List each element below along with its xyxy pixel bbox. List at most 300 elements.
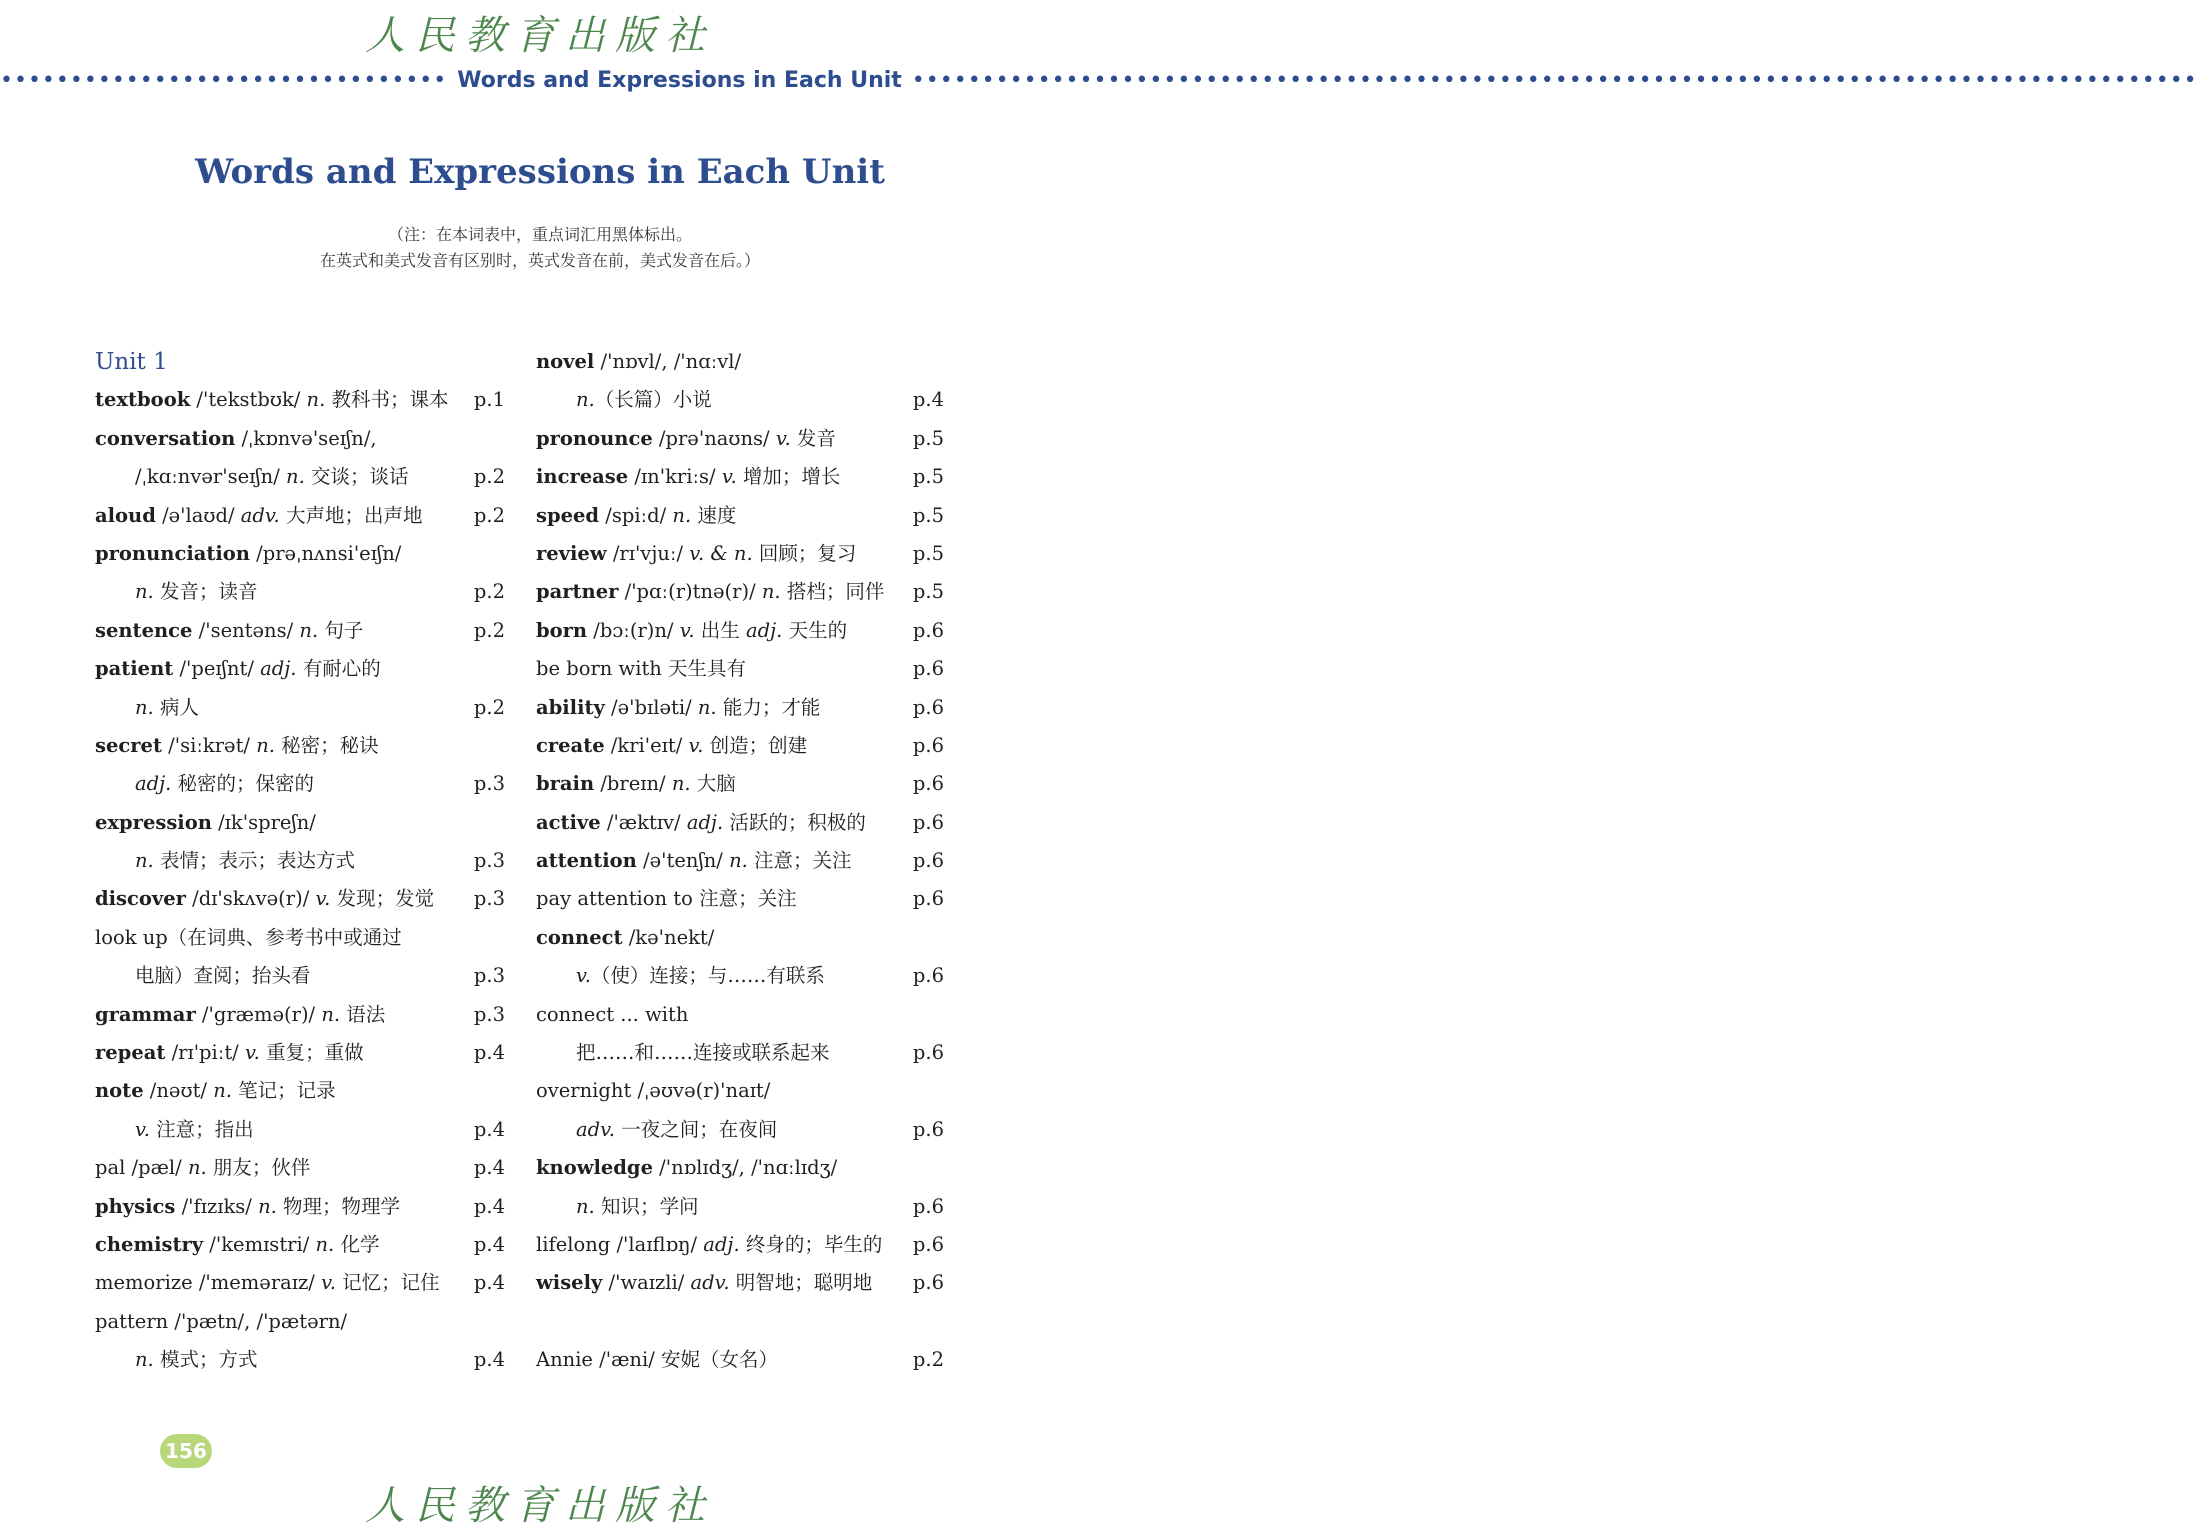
pronunciation: /'tekstbʊk/ — [190, 388, 307, 412]
page-reference: p.4 — [473, 1156, 505, 1180]
entry-text — [95, 689, 505, 727]
pronunciation: 电脑）查阅；抬头看 — [135, 964, 311, 988]
part-of-speech: n. — [729, 849, 748, 873]
word-entry — [95, 1341, 505, 1379]
word-entry — [536, 842, 946, 880]
word-entry — [95, 497, 505, 535]
pronunciation: /'kemɪstri/ — [203, 1232, 316, 1256]
entry-text — [95, 1303, 505, 1341]
word-entry — [536, 1072, 946, 1110]
pronunciation: /'æktɪv/ — [600, 810, 687, 834]
note-line-2: 在英式和美式发音有区别时，英式发音在前，美式发音在后。） — [319, 251, 760, 270]
word-entry — [536, 1303, 946, 1341]
entry-text — [95, 804, 505, 842]
part-of-speech: v. & n. — [689, 541, 753, 565]
pronunciation: overnight /ˌəʊvə(r)'naɪt/ — [536, 1079, 771, 1103]
entry-text — [95, 765, 505, 803]
definition: 有耐心的 — [296, 657, 381, 681]
word-entry — [95, 804, 505, 842]
headword: partner — [536, 580, 619, 604]
word-entry — [536, 996, 946, 1034]
headword: knowledge — [536, 1156, 653, 1180]
entry-text — [536, 919, 946, 957]
word-entry — [95, 1034, 505, 1072]
part-of-speech: n. — [697, 695, 717, 719]
definition: 化学 — [334, 1232, 380, 1256]
page-reference: p.6 — [912, 964, 944, 988]
headword: textbook — [95, 388, 191, 412]
part-of-speech: adj. — [686, 810, 724, 834]
page-reference: p.6 — [912, 733, 944, 757]
headword: create — [536, 733, 605, 757]
word-entry — [536, 804, 946, 842]
pronunciation: /'peɪʃnt/ — [173, 657, 261, 681]
part-of-speech: n. — [258, 1194, 277, 1218]
entry-text — [536, 880, 946, 918]
word-list-right-column — [536, 343, 946, 1380]
entry-text — [95, 458, 505, 496]
headword: pronunciation — [95, 541, 250, 565]
definition: 语法 — [340, 1002, 386, 1026]
word-entry — [95, 420, 505, 458]
entry-text — [95, 612, 505, 650]
headword: born — [536, 618, 588, 642]
headword: attention — [536, 849, 637, 873]
part-of-speech: adj. — [135, 772, 172, 796]
entry-text — [536, 765, 946, 803]
entry-text — [536, 343, 946, 381]
header-dots-right: •••••••••••••••••••••••••••••••••••••••••••••••••••••••••••••••••••••••••••••••••••••••••••• — [911, 68, 2198, 93]
word-entry — [95, 1188, 505, 1226]
word-entry — [95, 842, 505, 880]
entry-text — [95, 1034, 505, 1072]
part-of-speech: n. — [286, 465, 305, 489]
pronunciation: pattern /'pætn/, /'pætərn/ — [95, 1309, 348, 1333]
page-reference: p.5 — [912, 426, 944, 450]
page-reference: p.6 — [912, 1232, 944, 1256]
entry-text — [536, 1149, 946, 1187]
definition: 表情；表示；表达方式 — [153, 849, 355, 873]
page-reference: p.4 — [473, 1348, 505, 1372]
pronunciation: lifelong /'laɪflɒŋ/ — [536, 1232, 704, 1256]
page-reference: p.2 — [912, 1348, 944, 1372]
part-of-speech: n. — [672, 503, 692, 527]
word-entry — [95, 689, 505, 727]
page-reference: p.3 — [473, 772, 505, 796]
pronunciation: memorize /'meməraɪz/ — [95, 1271, 322, 1295]
pronunciation: /'sentəns/ — [192, 618, 300, 642]
definition: 增加；增长 — [736, 465, 841, 489]
pronunciation: /ɪk'spreʃn/ — [211, 810, 316, 834]
pronunciation: /ə'tenʃn/ — [636, 849, 730, 873]
page-reference: p.5 — [912, 465, 944, 489]
definition: 创造；创建 — [703, 733, 808, 757]
entry-text — [536, 1226, 946, 1264]
page-reference: p.6 — [912, 849, 944, 873]
pronunciation: /bɔː(r)n/ — [587, 618, 680, 642]
entry-text — [536, 842, 946, 880]
entry-text — [95, 650, 505, 688]
word-entry — [95, 1226, 505, 1264]
part-of-speech: n. — [256, 733, 275, 757]
page-reference: p.5 — [912, 541, 944, 565]
page-reference: p.3 — [473, 849, 505, 873]
right-entries — [536, 343, 946, 1380]
definition: 注意；关注 — [747, 849, 852, 873]
word-entry — [536, 1264, 946, 1302]
entry-text — [95, 996, 505, 1034]
definition: 大声地；出声地 — [279, 503, 423, 527]
part-of-speech: v. — [135, 1117, 150, 1141]
word-entry — [95, 650, 505, 688]
definition: 明智地；聪明地 — [729, 1271, 873, 1295]
headword: review — [536, 541, 607, 565]
unit-heading: Unit 1 — [95, 349, 168, 375]
definition: 知识；学问 — [594, 1194, 699, 1218]
part-of-speech: v. — [688, 733, 704, 757]
entry-text — [536, 957, 946, 995]
page-reference: p.4 — [912, 388, 944, 412]
page-reference: p.6 — [912, 1117, 944, 1141]
word-entry — [95, 765, 505, 803]
entry-text — [536, 1034, 946, 1072]
part-of-speech: adv. — [690, 1271, 730, 1295]
entry-text — [536, 804, 946, 842]
word-entry — [536, 1341, 946, 1379]
pronunciation: /prə'naʊns/ — [652, 426, 776, 450]
pronunciation: /prəˌnʌnsi'eɪʃn/ — [249, 541, 402, 565]
page-reference: p.2 — [473, 465, 505, 489]
definition: 发现；发觉 — [330, 887, 435, 911]
part-of-speech: n. — [135, 695, 154, 719]
word-entry — [95, 573, 505, 611]
entry-text — [536, 420, 946, 458]
entry-text — [536, 612, 946, 650]
part-of-speech: v. — [679, 618, 695, 642]
word-entry — [536, 919, 946, 957]
word-entry — [536, 458, 946, 496]
part-of-speech: n. — [315, 1232, 335, 1256]
part-of-speech: n. — [671, 772, 691, 796]
entry-text — [536, 535, 946, 573]
entry-text — [95, 497, 505, 535]
pronunciation: /dɪ'skʌvə(r)/ — [185, 887, 316, 911]
pronunciation: /ɪn'kriːs/ — [628, 465, 722, 489]
definition: 发音 — [790, 426, 836, 450]
word-entry — [95, 1072, 505, 1110]
headword: expression — [95, 810, 212, 834]
entry-text — [536, 689, 946, 727]
definition: 大脑 — [690, 772, 736, 796]
definition: 能力；才能 — [716, 695, 821, 719]
pronunciation: connect ... with — [536, 1002, 689, 1026]
definition: 终身的；毕生的 — [739, 1232, 883, 1256]
word-entry — [95, 1303, 505, 1341]
part-of-speech: n. — [321, 1002, 341, 1026]
word-entry — [536, 573, 946, 611]
headword: repeat — [95, 1041, 166, 1065]
entry-text — [95, 535, 505, 573]
definition: 笔记；记录 — [231, 1079, 336, 1103]
page-reference: p.6 — [912, 1271, 944, 1295]
entry-text — [536, 996, 946, 1034]
entry-text — [95, 919, 505, 957]
entry-text — [536, 458, 946, 496]
entry-text — [536, 1264, 946, 1302]
page-reference: p.6 — [912, 887, 944, 911]
word-entry — [95, 381, 505, 419]
definition: 句子 — [318, 618, 364, 642]
definition: 一夜之间；在夜间 — [615, 1117, 778, 1141]
unit-heading-row — [95, 343, 505, 381]
headword: chemistry — [95, 1232, 204, 1256]
pronunciation: /'waɪzli/ — [602, 1271, 691, 1295]
pronunciation: look up（在词典、参考书中或通过 — [95, 925, 402, 949]
word-entry — [95, 1264, 505, 1302]
page-reference: p.4 — [473, 1041, 505, 1065]
headword: grammar — [95, 1002, 196, 1026]
part-of-speech: n. — [135, 849, 154, 873]
part-of-speech: n. — [299, 618, 319, 642]
page-reference: p.2 — [473, 618, 505, 642]
part-of-speech: v. — [244, 1041, 260, 1065]
word-entry — [536, 1226, 946, 1264]
header-dots-left: •••••••••••••••••••••••••••••••• — [0, 68, 448, 93]
word-entry — [536, 727, 946, 765]
entry-text — [95, 880, 505, 918]
running-header — [0, 64, 2198, 98]
entry-text — [95, 1341, 505, 1379]
entry-text — [95, 1072, 505, 1110]
word-entry — [95, 612, 505, 650]
page-reference: p.4 — [473, 1194, 505, 1218]
word-entry — [536, 1034, 946, 1072]
word-entry — [536, 880, 946, 918]
word-entry — [95, 1111, 505, 1149]
headword: secret — [95, 733, 162, 757]
word-entry — [95, 1149, 505, 1187]
headword: pronounce — [536, 426, 653, 450]
entry-text — [536, 650, 946, 688]
page-reference: p.6 — [912, 695, 944, 719]
pronunciation: /breɪn/ — [594, 772, 672, 796]
entry-text — [95, 381, 505, 419]
word-entry — [536, 1149, 946, 1187]
pronunciation: /nəʊt/ — [143, 1079, 214, 1103]
part-of-speech: n. — [576, 388, 595, 412]
entry-text — [95, 1188, 505, 1226]
part-of-speech: n. — [187, 1156, 207, 1180]
page-number-badge: 156 — [160, 1434, 212, 1468]
word-entry — [536, 765, 946, 803]
page-reference: p.4 — [473, 1232, 505, 1256]
definition: 秘密；秘诀 — [274, 733, 379, 757]
entry-text — [95, 727, 505, 765]
entry-text — [95, 1149, 505, 1187]
pronunciation: /'nɒvl/, /'nɑːvl/ — [594, 350, 742, 373]
page-reference: p.6 — [912, 618, 944, 642]
word-entry — [95, 996, 505, 1034]
part-of-speech: v. — [321, 1271, 336, 1295]
part-of-speech: n. — [135, 580, 154, 604]
pronunciation: pal /pæl/ — [95, 1156, 188, 1180]
definition: 出生 — [694, 618, 747, 642]
pronunciation: /ə'laʊd/ — [155, 503, 241, 527]
entry-text — [95, 957, 505, 995]
page-reference: p.3 — [473, 964, 505, 988]
part-of-speech: n. — [213, 1079, 232, 1103]
page-reference: p.2 — [473, 695, 505, 719]
entry-text — [536, 381, 946, 419]
part-of-speech: n. — [306, 388, 326, 412]
headword: wisely — [536, 1271, 603, 1295]
headword: aloud — [95, 503, 156, 527]
word-entry — [536, 497, 946, 535]
pronunciation: /ˌkɒnvə'seɪʃn/, — [235, 426, 377, 450]
word-entry — [95, 535, 505, 573]
entry-text — [95, 1226, 505, 1264]
part-of-speech: adv. — [576, 1117, 616, 1141]
part-of-speech: adj. — [703, 1232, 740, 1256]
word-entry — [536, 1188, 946, 1226]
publisher-watermark-bottom: 人民教育出版社 — [365, 1483, 715, 1529]
page-reference: p.4 — [473, 1271, 505, 1295]
pronunciation: /'pɑː(r)tnə(r)/ — [618, 580, 762, 604]
entry-text — [95, 1111, 505, 1149]
word-entry — [536, 420, 946, 458]
word-entry — [95, 957, 505, 995]
page-reference: p.6 — [912, 1194, 944, 1218]
entry-text — [536, 497, 946, 535]
word-entry — [536, 957, 946, 995]
entry-text — [536, 1072, 946, 1110]
part-of-speech: v. — [576, 964, 591, 988]
definition: 教科书；课本 — [325, 388, 449, 412]
headword: sentence — [95, 618, 193, 642]
pronunciation: Annie /'æni/ 安妮（女名） — [536, 1348, 778, 1372]
part-of-speech: n. — [761, 580, 781, 604]
definition: 搭档；同伴 — [780, 580, 885, 604]
definition: 病人 — [153, 695, 199, 719]
part-of-speech: v. — [315, 887, 331, 911]
part-of-speech: adj. — [746, 618, 783, 642]
definition: 活跃的；积极的 — [723, 810, 866, 834]
definition: 秘密的；保密的 — [171, 772, 315, 796]
headword: active — [536, 810, 601, 834]
page-reference: p.6 — [912, 810, 944, 834]
word-entry — [536, 343, 946, 381]
page-reference: p.6 — [912, 772, 944, 796]
definition: 物理；物理学 — [276, 1194, 401, 1218]
left-entries — [95, 381, 505, 1379]
definition: 速度 — [691, 503, 737, 527]
entry-text — [95, 420, 505, 458]
definition: 重复；重做 — [259, 1041, 364, 1065]
part-of-speech: n. — [576, 1194, 595, 1218]
headword: patient — [95, 657, 174, 681]
pronunciation: /ə'bɪləti/ — [604, 695, 698, 719]
definition: 发音；读音 — [153, 580, 258, 604]
entry-text — [536, 1111, 946, 1149]
headword: increase — [536, 465, 629, 489]
word-entry — [95, 880, 505, 918]
entry-text — [95, 842, 505, 880]
pronunciation: /kə'nekt/ — [622, 925, 715, 949]
word-entry — [536, 535, 946, 573]
definition: 天生的 — [782, 618, 848, 642]
page-reference: p.2 — [473, 503, 505, 527]
pronunciation: /'nɒlɪdʒ/, /'nɑːlɪdʒ/ — [652, 1156, 838, 1180]
part-of-speech: n. — [135, 1348, 154, 1372]
definition: 注意；指出 — [149, 1117, 254, 1141]
part-of-speech: adj. — [260, 657, 297, 681]
page-reference: p.6 — [912, 1041, 944, 1065]
headword: ability — [536, 695, 605, 719]
definition: 记忆；记住 — [335, 1271, 440, 1295]
headword: novel — [536, 350, 595, 373]
entry-text — [95, 573, 505, 611]
page-reference: p.5 — [912, 503, 944, 527]
definition: 回顾；复习 — [752, 541, 857, 565]
pronunciation: /rɪ'piːt/ — [165, 1041, 245, 1065]
headword: conversation — [95, 426, 236, 450]
entry-text — [536, 1341, 946, 1379]
entry-text — [536, 1188, 946, 1226]
page-reference: p.6 — [912, 657, 944, 681]
pronunciation: /spiːd/ — [599, 503, 673, 527]
pronunciation: 把……和……连接或联系起来 — [576, 1041, 830, 1065]
word-entry — [95, 458, 505, 496]
headword: discover — [95, 887, 186, 911]
word-entry — [536, 689, 946, 727]
part-of-speech: v. — [775, 426, 791, 450]
pronunciation: /rɪ'vjuː/ — [606, 541, 690, 565]
pronunciation: /kri'eɪt/ — [604, 733, 689, 757]
part-of-speech: v. — [721, 465, 737, 489]
pronunciation: /'græmə(r)/ — [195, 1002, 322, 1026]
pronunciation: /ˌkɑːnvər'seɪʃn/ — [135, 465, 287, 489]
word-entry — [536, 381, 946, 419]
headword: speed — [536, 503, 600, 527]
part-of-speech: adv. — [240, 503, 280, 527]
definition: 朋友；伙伴 — [206, 1156, 311, 1180]
pronunciation: /'fɪzɪks/ — [175, 1194, 259, 1218]
word-entry — [536, 612, 946, 650]
word-entry — [536, 1111, 946, 1149]
word-entry — [536, 650, 946, 688]
note-line-1: （注：在本词表中，重点词汇用黑体标出。 — [387, 225, 692, 244]
publisher-watermark-top: 人民教育出版社 — [365, 13, 715, 59]
word-list-left-column — [95, 343, 505, 1380]
page-reference: p.3 — [473, 887, 505, 911]
running-header-title: Words and Expressions in Each Unit — [457, 68, 902, 93]
entry-text — [536, 727, 946, 765]
definition: （使）连接；与……有联系 — [590, 964, 825, 988]
pronunciation: /'siːkrət/ — [161, 733, 257, 757]
word-entry — [95, 727, 505, 765]
headword: physics — [95, 1194, 176, 1218]
entry-text — [95, 1264, 505, 1302]
headword: connect — [536, 925, 623, 949]
page-reference: p.3 — [473, 1002, 505, 1026]
page-reference: p.5 — [912, 580, 944, 604]
page-reference: p.4 — [473, 1117, 505, 1141]
word-entry — [95, 919, 505, 957]
page-reference: p.1 — [473, 388, 505, 412]
page-title: Words and Expressions in Each Unit — [195, 152, 885, 192]
pronunciation: pay attention to 注意；关注 — [536, 887, 797, 911]
headword: note — [95, 1079, 144, 1103]
